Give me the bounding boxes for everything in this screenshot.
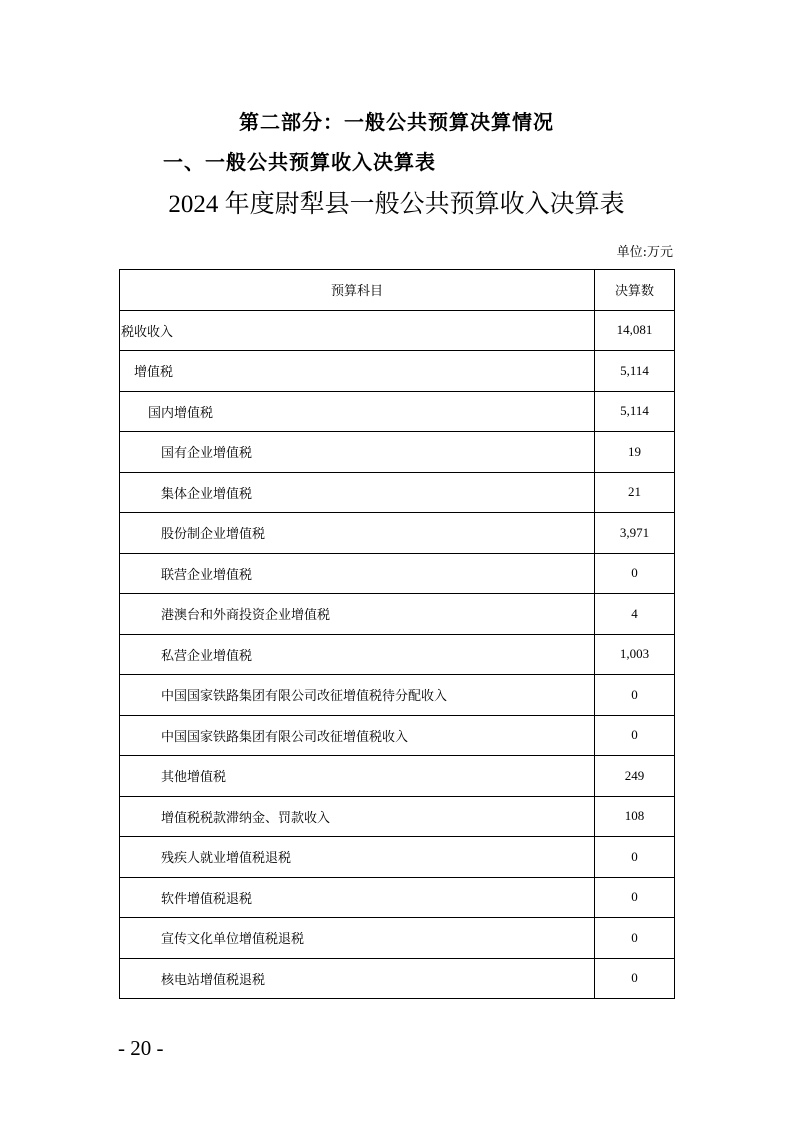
row-amount: 3,971 [595,513,675,554]
row-amount: 5,114 [595,351,675,392]
table-row [120,513,675,554]
page-number: - 20 - [118,1036,164,1060]
row-amount: 108 [595,796,675,837]
row-amount: 249 [595,756,675,797]
row-item-name: 中国国家铁路集团有限公司改征增值税待分配收入 [120,675,595,716]
row-item-name: 股份制企业增值税 [120,513,595,554]
row-amount: 4 [595,594,675,635]
row-amount: 0 [595,715,675,756]
table-row [120,472,675,513]
row-item-name: 联营企业增值税 [120,553,595,594]
row-amount: 0 [595,918,675,959]
row-amount: 5,114 [595,391,675,432]
table-row [120,675,675,716]
table-row [120,756,675,797]
row-amount: 0 [595,675,675,716]
row-item-name: 私营企业增值税 [120,634,595,675]
unit-label: 单位:万元 [616,245,673,260]
section-heading: 一、一般公共预算收入决算表 [163,150,436,174]
row-item-name: 增值税税款滞纳金、罚款收入 [120,796,595,837]
table-row [120,837,675,878]
table-row [120,877,675,918]
row-item-name: 其他增值税 [120,756,595,797]
table-row [120,796,675,837]
row-item-name: 税收收入 [120,310,595,351]
revenue-table [119,269,675,999]
column-header-item: 预算科目 [120,270,595,311]
row-amount: 0 [595,837,675,878]
row-item-name: 集体企业增值税 [120,472,595,513]
column-header-amount: 决算数 [595,270,675,311]
row-item-name: 国内增值税 [120,391,595,432]
row-amount: 0 [595,553,675,594]
row-amount: 0 [595,958,675,999]
table-row [120,553,675,594]
table-row [120,918,675,959]
table-header-row [120,270,675,311]
table-row [120,634,675,675]
row-amount: 19 [595,432,675,473]
row-amount: 0 [595,877,675,918]
row-item-name: 国有企业增值税 [120,432,595,473]
table-row [120,391,675,432]
part-heading: 第二部分：一般公共预算决算情况 [239,110,554,134]
table-row [120,432,675,473]
table-row [120,958,675,999]
row-amount: 1,003 [595,634,675,675]
row-item-name: 港澳台和外商投资企业增值税 [120,594,595,635]
row-amount: 21 [595,472,675,513]
table-title: 2024 年度尉犁县一般公共预算收入决算表 [168,191,625,218]
row-item-name: 增值税 [120,351,595,392]
row-item-name: 软件增值税退税 [120,877,595,918]
table-row [120,594,675,635]
table-row [120,351,675,392]
row-item-name: 中国国家铁路集团有限公司改征增值税收入 [120,715,595,756]
row-item-name: 核电站增值税退税 [120,958,595,999]
row-item-name: 宣传文化单位增值税退税 [120,918,595,959]
table-row [120,310,675,351]
table-body [120,310,675,999]
row-item-name: 残疾人就业增值税退税 [120,837,595,878]
table-row [120,715,675,756]
row-amount: 14,081 [595,310,675,351]
